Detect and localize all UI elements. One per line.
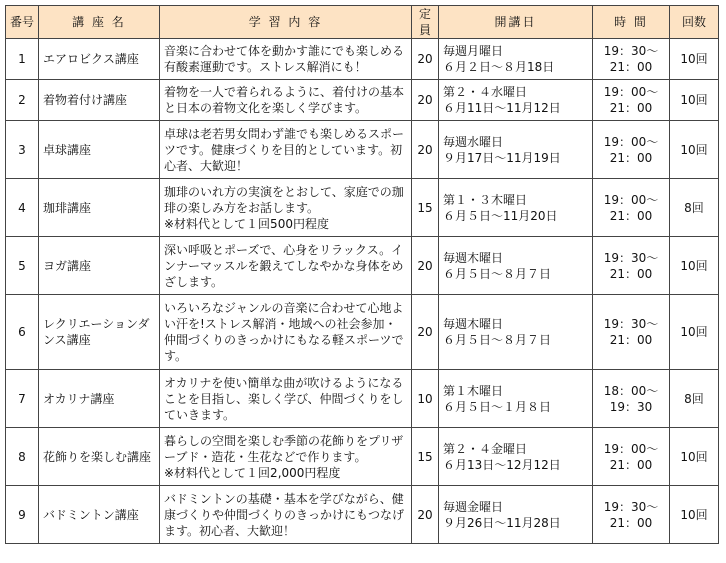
course-capacity: 10 — [412, 370, 439, 428]
course-name: 珈琲講座 — [39, 179, 160, 237]
course-time: 19：30～ 21：00 — [593, 39, 670, 80]
course-time: 19：00～ 21：00 — [593, 428, 670, 486]
table-body — [6, 39, 719, 544]
table-row — [6, 121, 719, 179]
table-row — [6, 370, 719, 428]
course-time: 19：00～ 21：00 — [593, 179, 670, 237]
course-dates: 第２・４金曜日 ６月13日～12月12日 — [439, 428, 593, 486]
course-name: レクリエーションダンス講座 — [39, 295, 160, 370]
course-sessions: 10回 — [670, 486, 719, 544]
course-sessions: 10回 — [670, 428, 719, 486]
course-dates: 毎週水曜日 ９月17日～11月19日 — [439, 121, 593, 179]
row-number: 8 — [6, 428, 39, 486]
course-capacity: 15 — [412, 428, 439, 486]
table-header — [6, 6, 719, 39]
table-row — [6, 486, 719, 544]
course-capacity: 20 — [412, 121, 439, 179]
course-description: 卓球は老若男女問わず誰でも楽しめるスポーツです。健康づくりを目的としています。初心者、大歓迎！ — [160, 121, 412, 179]
course-description: 音楽に合わせて体を動かす誰にでも楽しめる有酸素運動です。ストレス解消にも！ — [160, 39, 412, 80]
course-capacity: 15 — [412, 179, 439, 237]
table-row — [6, 80, 719, 121]
course-sessions: 10回 — [670, 39, 719, 80]
row-number: 2 — [6, 80, 39, 121]
course-time: 19：30～ 21：00 — [593, 237, 670, 295]
table-row — [6, 295, 719, 370]
header-row — [6, 6, 719, 39]
course-capacity: 20 — [412, 295, 439, 370]
course-time: 19：30～ 21：00 — [593, 486, 670, 544]
row-number: 6 — [6, 295, 39, 370]
course-description: 深い呼吸とポーズで、心身をリラックス。インナーマッスルを鍛えてしなやかな身体をめざします。 — [160, 237, 412, 295]
course-time: 19：00～ 21：00 — [593, 80, 670, 121]
course-capacity: 20 — [412, 237, 439, 295]
row-number: 1 — [6, 39, 39, 80]
course-description: 珈琲のいれ方の実演をとおして、家庭での珈琲の楽しみ方をお話します。 ※材料代として１回500円程度 — [160, 179, 412, 237]
course-description: いろいろなジャンルの音楽に合わせて心地よい汗を!ストレス解消・地域への社会参加・仲間づくりのきっかけにもなる軽スポーツです。 — [160, 295, 412, 370]
course-name: ヨガ講座 — [39, 237, 160, 295]
header-sessions: 回数 — [670, 6, 719, 39]
course-dates: 毎週木曜日 ６月５日～８月７日 — [439, 295, 593, 370]
row-number: 7 — [6, 370, 39, 428]
course-dates: 毎週木曜日 ６月５日～８月７日 — [439, 237, 593, 295]
course-description: 着物を一人で着られるように、着付けの基本と日本の着物文化を楽しく学びます。 — [160, 80, 412, 121]
table-row — [6, 237, 719, 295]
course-time: 18：00～ 19：30 — [593, 370, 670, 428]
course-name: バドミントン講座 — [39, 486, 160, 544]
course-description: オカリナを使い簡単な曲が吹けるようになることを目指し、楽しく学び、仲間づくりをしていきます。 — [160, 370, 412, 428]
course-capacity: 20 — [412, 486, 439, 544]
course-name: 花飾りを楽しむ講座 — [39, 428, 160, 486]
table-row — [6, 179, 719, 237]
table-row — [6, 39, 719, 80]
course-capacity: 20 — [412, 39, 439, 80]
header-capacity: 定員 — [412, 6, 439, 39]
header-start-date: 開講日 — [439, 6, 593, 39]
course-table — [5, 5, 719, 544]
course-dates: 毎週金曜日 ９月26日～11月28日 — [439, 486, 593, 544]
header-number: 番号 — [6, 6, 39, 39]
course-dates: 第１木曜日 ６月５日～１月８日 — [439, 370, 593, 428]
row-number: 4 — [6, 179, 39, 237]
course-name: オカリナ講座 — [39, 370, 160, 428]
header-content: 学 習 内 容 — [160, 6, 412, 39]
course-sessions: 10回 — [670, 295, 719, 370]
row-number: 5 — [6, 237, 39, 295]
course-sessions: 8回 — [670, 179, 719, 237]
table-row — [6, 428, 719, 486]
course-name: 卓球講座 — [39, 121, 160, 179]
row-number: 3 — [6, 121, 39, 179]
course-sessions: 10回 — [670, 80, 719, 121]
course-time: 19：00～ 21：00 — [593, 121, 670, 179]
course-sessions: 8回 — [670, 370, 719, 428]
course-sessions: 10回 — [670, 121, 719, 179]
course-dates: 毎週月曜日 ６月２日～８月18日 — [439, 39, 593, 80]
header-time: 時 間 — [593, 6, 670, 39]
course-dates: 第１・３木曜日 ６月５日～11月20日 — [439, 179, 593, 237]
course-time: 19：30～ 21：00 — [593, 295, 670, 370]
course-description: バドミントンの基礎・基本を学びながら、健康づくりや仲間づくりのきっかけにもつなげます。初心者、大歓迎！ — [160, 486, 412, 544]
course-capacity: 20 — [412, 80, 439, 121]
course-description: 暮らしの空間を楽しむ季節の花飾りをプリザーブド・造花・生花などで作ります。 ※材料代として１回2,000円程度 — [160, 428, 412, 486]
course-name: エアロビクス講座 — [39, 39, 160, 80]
header-course-name: 講 座 名 — [39, 6, 160, 39]
course-dates: 第２・４水曜日 ６月11日～11月12日 — [439, 80, 593, 121]
row-number: 9 — [6, 486, 39, 544]
course-sessions: 10回 — [670, 237, 719, 295]
course-name: 着物着付け講座 — [39, 80, 160, 121]
